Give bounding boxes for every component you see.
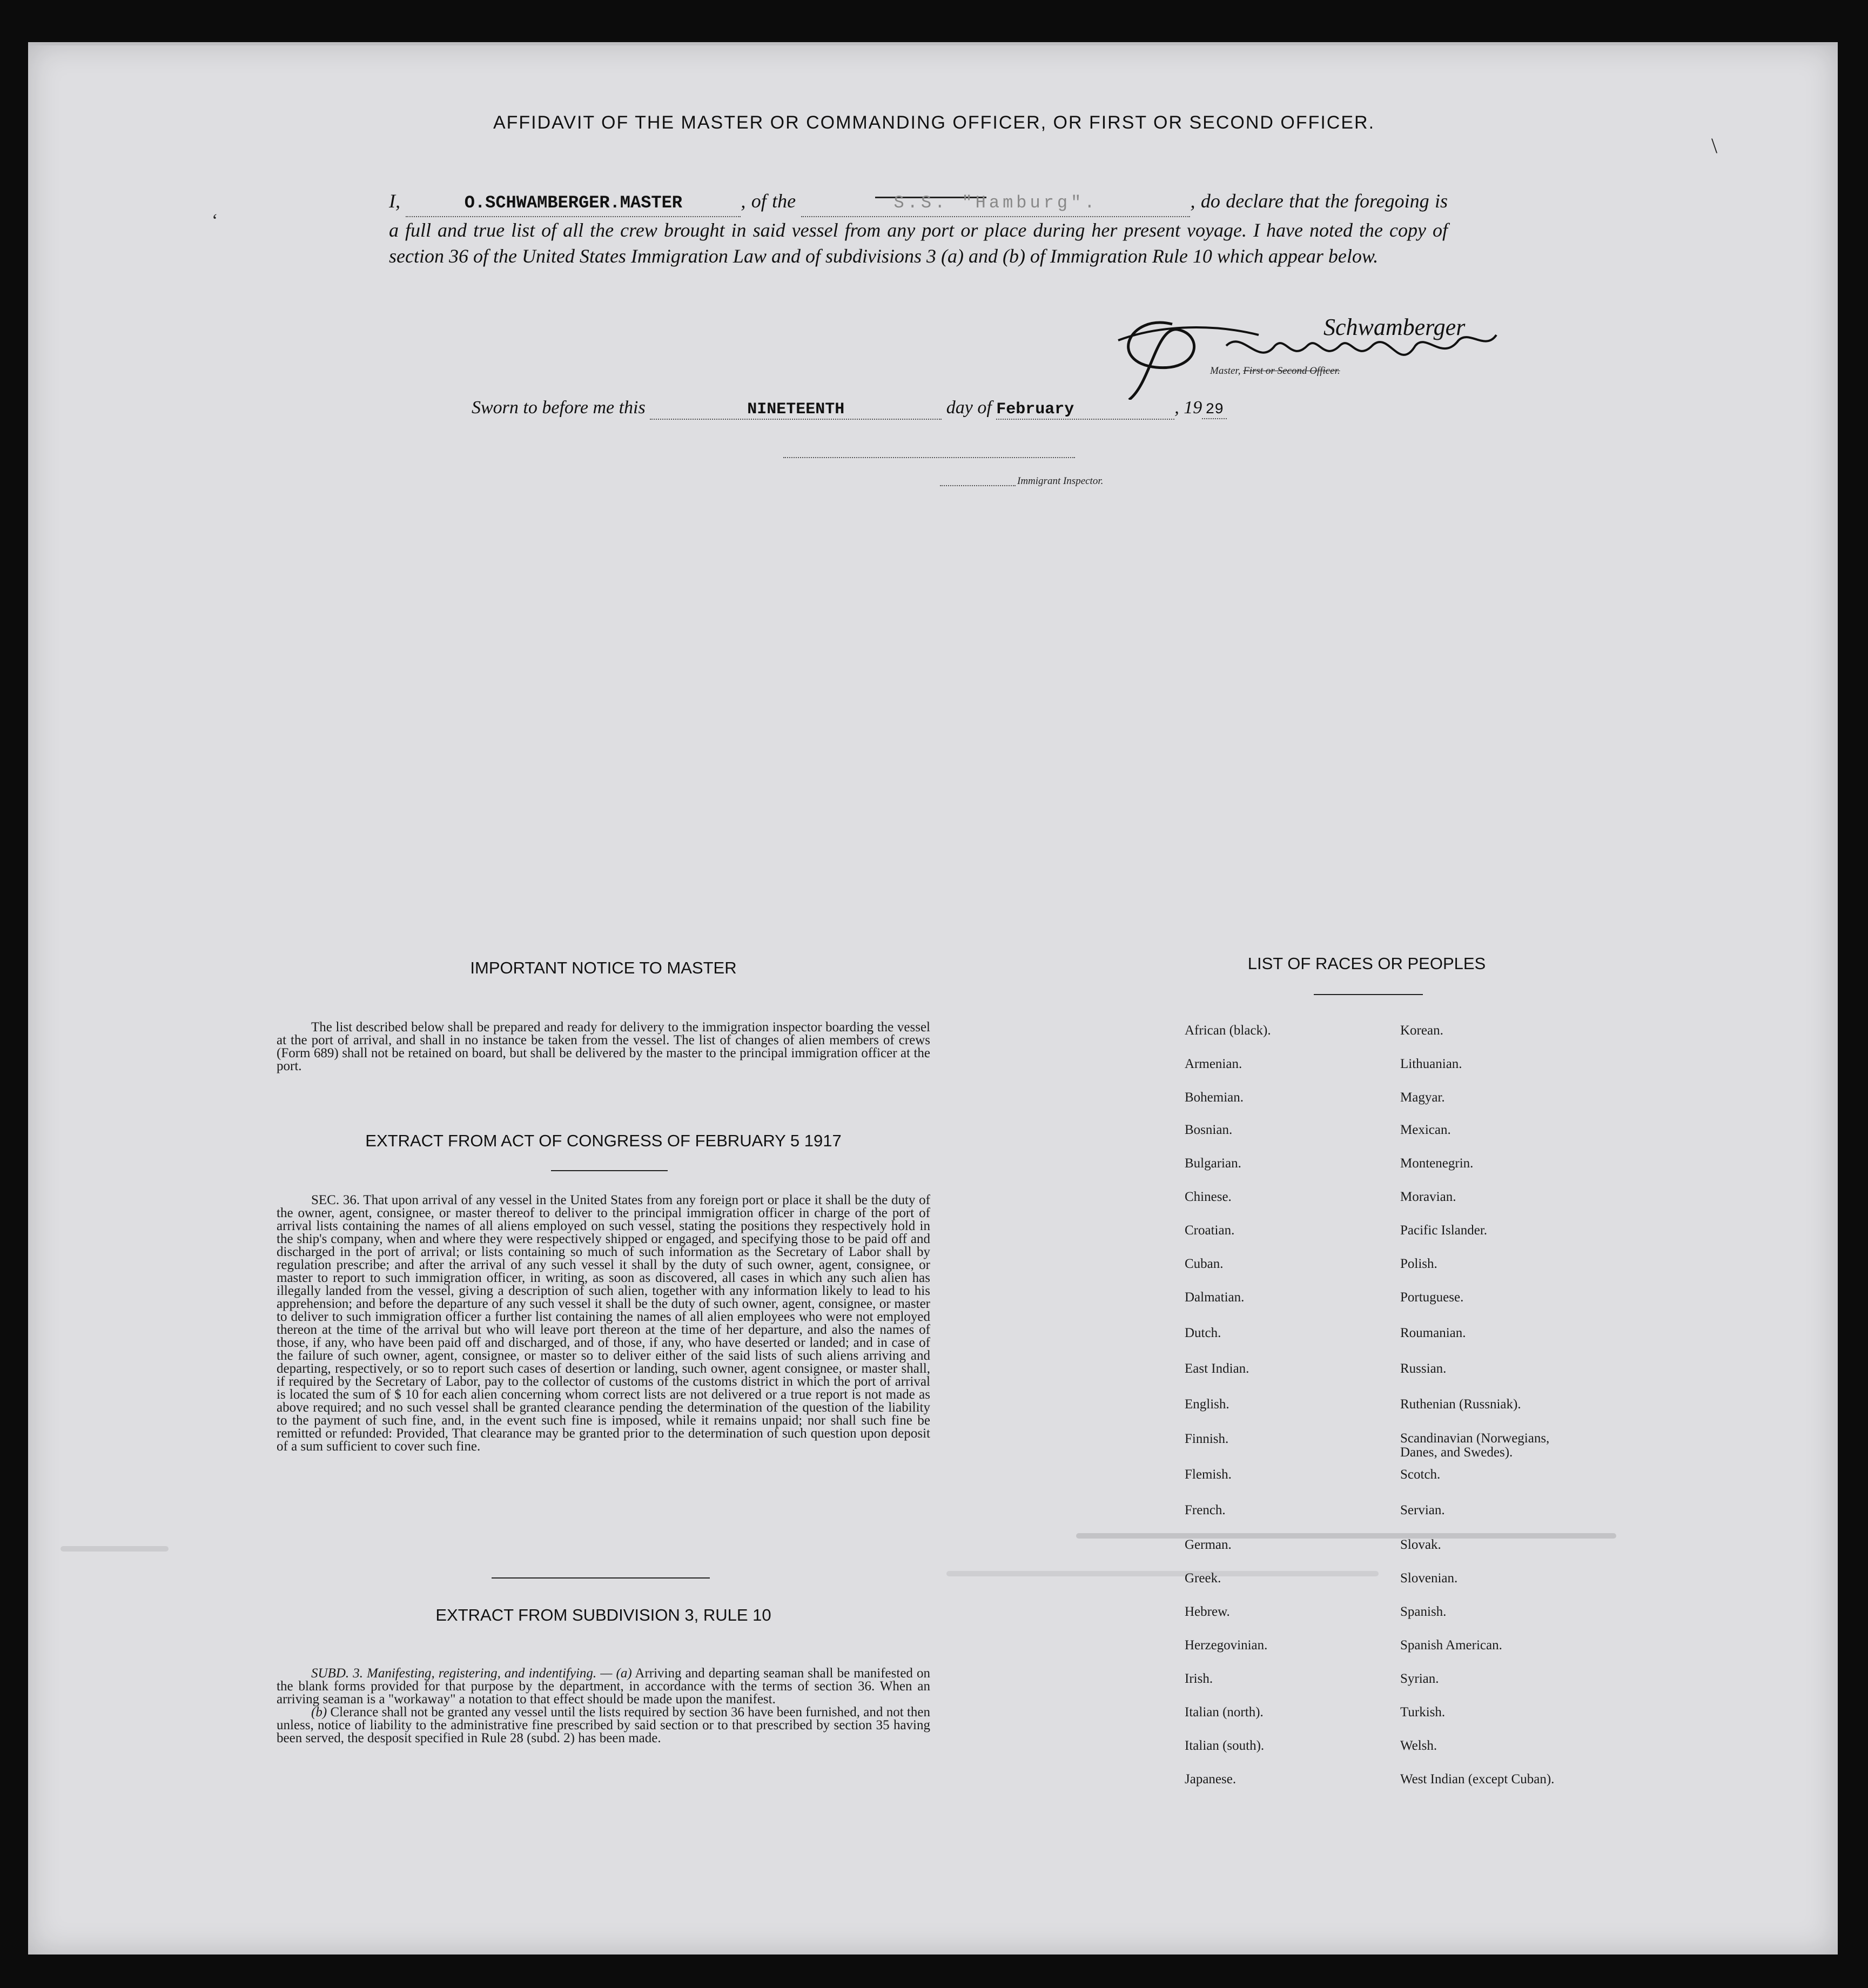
master-label: Master, — [1210, 365, 1241, 377]
of-the-label: , of the — [741, 190, 796, 212]
race-item-left: Italian (south). — [1185, 1738, 1265, 1753]
declaration-lead: I, — [389, 190, 400, 212]
rule-b-lead: (b) — [311, 1705, 327, 1720]
race-item-left: Italian (north). — [1185, 1705, 1264, 1720]
rule-text — [277, 1667, 930, 1745]
year-field: 29 — [1202, 401, 1227, 419]
declaration-body: that the foregoing is a full and true list of all the crew brought in said vessel from any port or place during her present voyage. I have noted the copy of section 36 of the United States Immigration Law and of subdivisions 3 (a) and (b) of Immigration Rule 10 which appear below. — [389, 190, 1448, 267]
act-text: SEC. 36. That upon arrival of any vessel in the United States from any foreign port or place it shall be the duty of the owner, agent, consignee, or master thereof to deliver to the principal immigration officer in charge of the port of arrival lists containing the names of all aliens employed on such vessel, stating the positions they respectively hold in the ship's company, when and where they were respectively shipped or engaged, and specifying those to be paid off and discharged in the port of arrival; or lists containing so much of such information as the Secretary of Labor shall by regulation prescribe; and after the arrival of any such vessel it shall by the duty of such owner, agent, consignee, or master to report to such immigration officer, in writing, as soon as discovered, all cases in which any such alien has illegally landed from the vessel, giving a description of such alien, together with any information likely to lead to his apprehension; and before the departure of any such vessel it shall be the duty of such owner, agent, consignee, or master to deliver to such immigration officer a further list containing the names of all alien employees who were not employed thereon at the time of the arrival but who will leave port thereon at the time of her departure, and also the names of those, if any, who have been paid off and discharged, and of those, if any, who have deserted or landed; and in case of the failure of such owner, agent, consignee, or master so to deliver either of the said lists of such aliens arriving and departing, respectively, or so to report such cases of desertion or landing, such owner, agent consignee, or master shall, if required by the Secretary of Labor, pay to the collector of customs of the customs district in which the port of arrival is located the sum of $ 10 for each alien concerning whom correct lists are not delivered or a true report is not made as above required; and no such vessel shall be granted clearance pending the determination of the question of the liability to the payment of such fine, and, in the event such fine is imposed, while it remains unpaid; nor shall such fine be remitted or refunded: Provided, That clearance may be granted prior to the determination of such question upon deposit of a sum sufficient to cover such fine. — [277, 1193, 930, 1454]
race-item-right: Moravian. — [1400, 1190, 1456, 1204]
top-edge — [28, 42, 1838, 45]
races-title: LIST OF RACES OR PEOPLES — [1247, 954, 1486, 973]
race-item-right: Slovak. — [1400, 1537, 1441, 1552]
act-end-rule — [492, 1577, 710, 1579]
race-item-right: Slovenian. — [1400, 1571, 1458, 1586]
act-title-rule — [551, 1170, 668, 1171]
sworn-label: Sworn to before me this — [472, 398, 646, 418]
race-item-right: Spanish American. — [1400, 1638, 1502, 1653]
race-item-left: Chinese. — [1185, 1190, 1232, 1204]
inspector-signature-line — [783, 457, 1075, 458]
tick-mark: ‘ — [212, 211, 218, 231]
race-item-right: Polish. — [1400, 1257, 1437, 1271]
race-item-left: East Indian. — [1185, 1361, 1249, 1376]
vessel-name-field: S.S. "Hamburg". — [801, 190, 1190, 217]
race-item-right: Pacific Islander. — [1400, 1223, 1488, 1238]
race-item-right: Syrian. — [1400, 1671, 1439, 1686]
race-item-right: Turkish. — [1400, 1705, 1446, 1720]
race-item-left: African (black). — [1185, 1023, 1271, 1038]
sworn-line — [472, 398, 1227, 420]
race-item-right: Scotch. — [1400, 1467, 1441, 1482]
act-title: EXTRACT FROM ACT OF CONGRESS OF FEBRUARY 5 1917 — [365, 1131, 842, 1150]
race-item-right: Portuguese. — [1400, 1290, 1464, 1305]
rule-b-text: Clerance shall not be granted any vessel until the lists required by section 36 have been furnished, and not then unless, notice of liability to the administrative fine prescribed by said section or to that prescribed by section 35 having been served, the desposit specified in Rule 28 (subd. 2) has been made. — [277, 1705, 930, 1745]
race-item-right: Scandinavian (Norwegians, Danes, and Swedes). — [1400, 1431, 1550, 1460]
master-signature — [1097, 303, 1507, 400]
declaration — [389, 188, 1448, 269]
race-item-right: Roumanian. — [1400, 1326, 1466, 1340]
race-item-left: Dalmatian. — [1185, 1290, 1245, 1305]
inspector-title-line — [940, 485, 1016, 486]
struck-officer-label: First or Second Officer. — [1243, 365, 1340, 377]
race-item-left: English. — [1185, 1397, 1229, 1412]
race-item-right: Welsh. — [1400, 1738, 1437, 1753]
race-item-left: Irish. — [1185, 1671, 1213, 1686]
rule-title: EXTRACT FROM SUBDIVISION 3, RULE 10 — [435, 1606, 771, 1624]
day-of-label: day of — [946, 398, 992, 418]
race-item-left: Herzegovinian. — [1185, 1638, 1268, 1653]
race-item-right: Lithuanian. — [1400, 1057, 1462, 1071]
tick-mark: \ — [1711, 133, 1718, 158]
race-item-right: Mexican. — [1400, 1123, 1451, 1137]
races-title-rule — [1314, 994, 1423, 995]
rule-paragraph-a — [277, 1667, 930, 1706]
affidavit-title: AFFIDAVIT OF THE MASTER OR COMMANDING OFFICER, OR FIRST OR SECOND OFFICER. — [493, 112, 1375, 133]
race-item-right: Ruthenian (Russniak). — [1400, 1397, 1521, 1412]
bleed-through-smudge — [1076, 1533, 1616, 1539]
rule-a-lead: SUBD. 3. Manifesting, registering, and indentifying. — (a) — [311, 1666, 632, 1681]
rule-paragraph-b — [277, 1706, 930, 1745]
race-item-left: Bosnian. — [1185, 1123, 1233, 1137]
race-item-left: German. — [1185, 1537, 1232, 1552]
race-item-right: Montenegrin. — [1400, 1156, 1474, 1171]
race-item-right: Magyar. — [1400, 1090, 1445, 1105]
race-item-right: West Indian (except Cuban). — [1400, 1772, 1555, 1786]
bleed-through-smudge — [61, 1546, 169, 1552]
master-name-field: O.SCHWAMBERGER.MASTER — [406, 190, 741, 217]
race-item-left: Armenian. — [1185, 1057, 1242, 1071]
race-item-right: Spanish. — [1400, 1604, 1447, 1619]
race-item-right: Russian. — [1400, 1361, 1447, 1376]
race-item-left: Finnish. — [1185, 1432, 1229, 1446]
rule-a-text: Arriving and departing seaman shall be manifested on the blank forms provided for that purpose by the department, in accordance with the terms of section 36. When an arriving seaman is a "workaway" a notation to that effect should be made upon the manifest. — [277, 1666, 930, 1707]
immigrant-inspector-label: Immigrant Inspector. — [1017, 475, 1104, 487]
race-item-left: Japanese. — [1185, 1772, 1237, 1786]
race-item-left: Dutch. — [1185, 1326, 1221, 1340]
master-caption — [1210, 365, 1340, 377]
signature-text: Schwamberger — [1323, 314, 1466, 340]
notice-title: IMPORTANT NOTICE TO MASTER — [470, 958, 737, 977]
month-field: February — [996, 400, 1174, 420]
notice-text: The list described below shall be prepared and ready for delivery to the immigration inspector boarding the vessel at the port of arrival, and shall in no instance be taken from the vessel. The list of changes of alien members of crews (Form 689) shall not be retained on board, but shall be delivered by the master to the principal immigration officer at the port. — [277, 1020, 930, 1073]
declare-label: , do declare — [1190, 190, 1284, 212]
race-item-left: Bulgarian. — [1185, 1156, 1241, 1171]
race-item-right: Servian. — [1400, 1503, 1445, 1517]
race-item-left: French. — [1185, 1503, 1226, 1517]
race-item-left: Bohemian. — [1185, 1090, 1244, 1105]
race-item-left: Cuban. — [1185, 1257, 1224, 1271]
race-item-left: Greek. — [1185, 1571, 1221, 1586]
race-item-left: Flemish. — [1185, 1467, 1232, 1482]
year-prefix: , 19 — [1174, 398, 1202, 418]
bleed-through-smudge — [946, 1571, 1379, 1576]
race-item-left: Croatian. — [1185, 1223, 1235, 1238]
race-item-right: Korean. — [1400, 1023, 1443, 1038]
race-item-left: Hebrew. — [1185, 1604, 1230, 1619]
sworn-day-field: NINETEENTH — [650, 400, 942, 420]
